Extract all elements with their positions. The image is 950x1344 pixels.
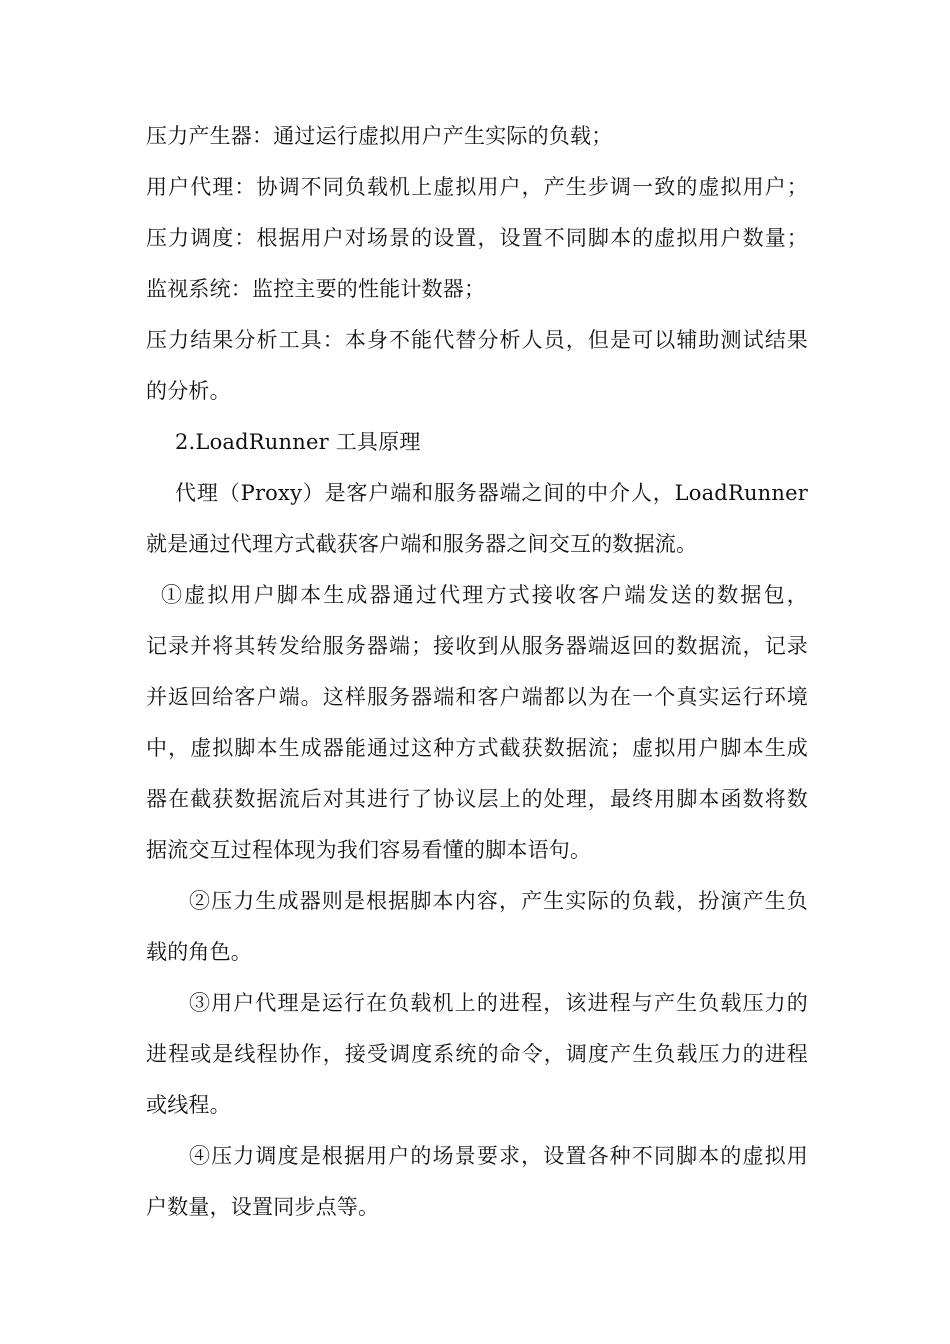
paragraph-item-1-line-6: 据流交互过程体现为我们容易看懂的脚本语句。 bbox=[146, 838, 592, 862]
paragraph-item-1-line-2: 记录并将其转发给服务器端；接收到从服务器端返回的数据流，记录 bbox=[146, 634, 808, 658]
paragraph-item-1-line-3: 并返回给客户端。这样服务器端和客户端都以为在一个真实运行环境 bbox=[146, 685, 808, 709]
paragraph-item-3-line-2: 进程或是线程协作，接受调度系统的命令，调度产生负载压力的进程 bbox=[146, 1042, 808, 1066]
text-line-analysis-tool: 压力结果分析工具：本身不能代替分析人员，但是可以辅助测试结果 bbox=[146, 328, 808, 352]
paragraph-proxy-line-2: 就是通过代理方式截获客户端和服务器之间交互的数据流。 bbox=[146, 532, 698, 556]
paragraph-proxy-line-1: 代理（Proxy）是客户端和服务器端之间的中介人，LoadRunner bbox=[175, 481, 808, 505]
paragraph-item-1-line-4: 中，虚拟脚本生成器能通过这种方式截获数据流；虚拟用户脚本生成 bbox=[146, 736, 808, 760]
paragraph-item-3-line-3: 或线程。 bbox=[146, 1093, 231, 1117]
text-line-pressure-generator: 压力产生器：通过运行虚拟用户产生实际的负载； bbox=[146, 124, 613, 148]
paragraph-item-4-line-1: ④压力调度是根据用户的场景要求，设置各种不同脚本的虚拟用 bbox=[189, 1144, 808, 1168]
paragraph-item-4-line-2: 户数量，设置同步点等。 bbox=[146, 1195, 380, 1219]
paragraph-item-1-line-5: 器在截获数据流后对其进行了协议层上的处理，最终用脚本函数将数 bbox=[146, 787, 808, 811]
text-line-pressure-scheduling: 压力调度：根据用户对场景的设置，设置不同脚本的虚拟用户数量； bbox=[146, 226, 808, 250]
paragraph-item-2-line-1: ②压力生成器则是根据脚本内容，产生实际的负载，扮演产生负 bbox=[189, 889, 808, 913]
section-heading-loadrunner-principle: 2.LoadRunner 工具原理 bbox=[175, 430, 421, 454]
text-line-user-agent: 用户代理：协调不同负载机上虚拟用户，产生步调一致的虚拟用户； bbox=[146, 175, 808, 199]
paragraph-item-1-line-1: ①虚拟用户脚本生成器通过代理方式接收客户端发送的数据包， bbox=[161, 583, 808, 607]
paragraph-item-3-line-1: ③用户代理是运行在负载机上的进程，该进程与产生负载压力的 bbox=[189, 991, 808, 1015]
paragraph-item-2-line-2: 载的角色。 bbox=[146, 940, 252, 964]
text-line-analysis-tool-cont: 的分析。 bbox=[146, 379, 231, 403]
text-line-monitoring-system: 监视系统：监控主要的性能计数器； bbox=[146, 277, 486, 301]
